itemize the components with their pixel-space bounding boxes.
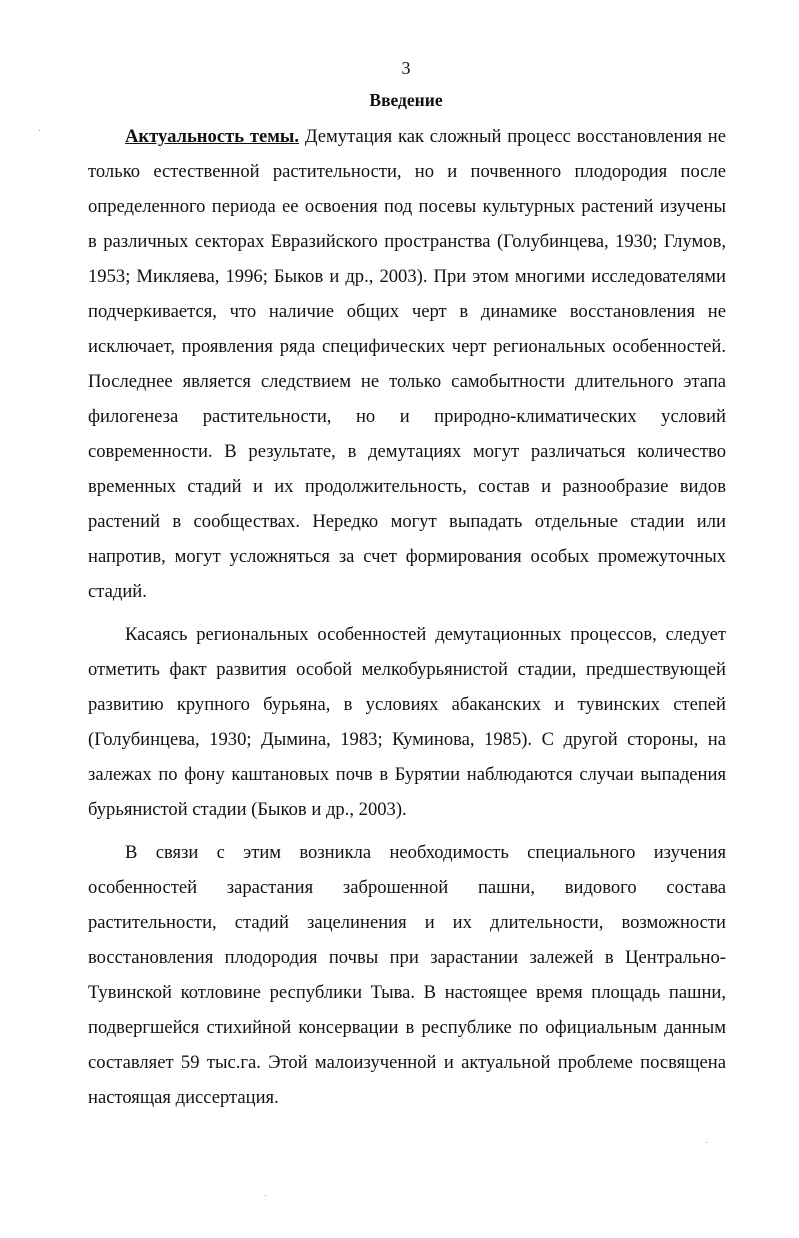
scan-speck xyxy=(265,1195,266,1196)
paragraph-text: В связи с этим возникла необходимость специального изучения особенностей зарастания заброшенной пашни, видового состава растительности, стадий зацелинения и их длительности, возможности восстановления плодородия почвы при зарастании залежей в Центрально-Тувинской котловине республики Тыва. В настоящее время площадь пашни, подвергшейся стихийной консервации в республике по официальным данным составляет 59 тыс.га. Этой малоизученной и актуальной проблеме посвящена настоящая диссертация. xyxy=(88,842,726,1108)
section-heading: Введение xyxy=(369,90,443,110)
paragraph-lead: Актуальность темы. xyxy=(125,126,300,147)
paragraph-regional-features xyxy=(88,617,726,827)
page-number: 3 xyxy=(401,58,411,78)
paragraph-text: Демутация как сложный процесс восстановления не только естественной растительности, но и почвенного плодородия после определенного периода ее освоения под посевы культурных растений изучены в различных секторах Евразийского пространства (Голубинцева, 1930; Глумов, 1953; Микляева, 1996; Быков и др., 2003). При этом многими исследователями подчеркивается, что наличие общих черт в динамике восстановления не исключает, проявления ряда специфических черт региональных особенностей. Последнее является следствием не только самобытности длительного этапа филогенеза растительности, но и природно-климатических условий современности. В результате, в демутациях могут различаться количество временных стадий и их продолжительность, состав и разнообразие видов растений в сообществах. Нередко могут выпадать отдельные стадии или напротив, могут усложняться за счет формирования особых промежуточных стадий. xyxy=(88,126,727,602)
paragraph-relevance xyxy=(88,119,726,609)
paragraph-text: Касаясь региональных особенностей демутационных процессов, следует отметить факт развития особой мелкобурьянистой стадии, предшествующей развитию крупного бурьяна, в условиях абаканских и тувинских степей (Голубинцева, 1930; Дымина, 1983; Куминова, 1985). С другой стороны, на залежах по фону каштановых почв в Бурятии наблюдаются случаи выпадения бурьянистой стадии (Быков и др., 2003). xyxy=(88,624,726,820)
body-text xyxy=(88,119,726,1115)
scan-speck xyxy=(706,1142,707,1143)
paragraph-research-need xyxy=(88,835,726,1115)
scan-speck xyxy=(39,130,40,131)
